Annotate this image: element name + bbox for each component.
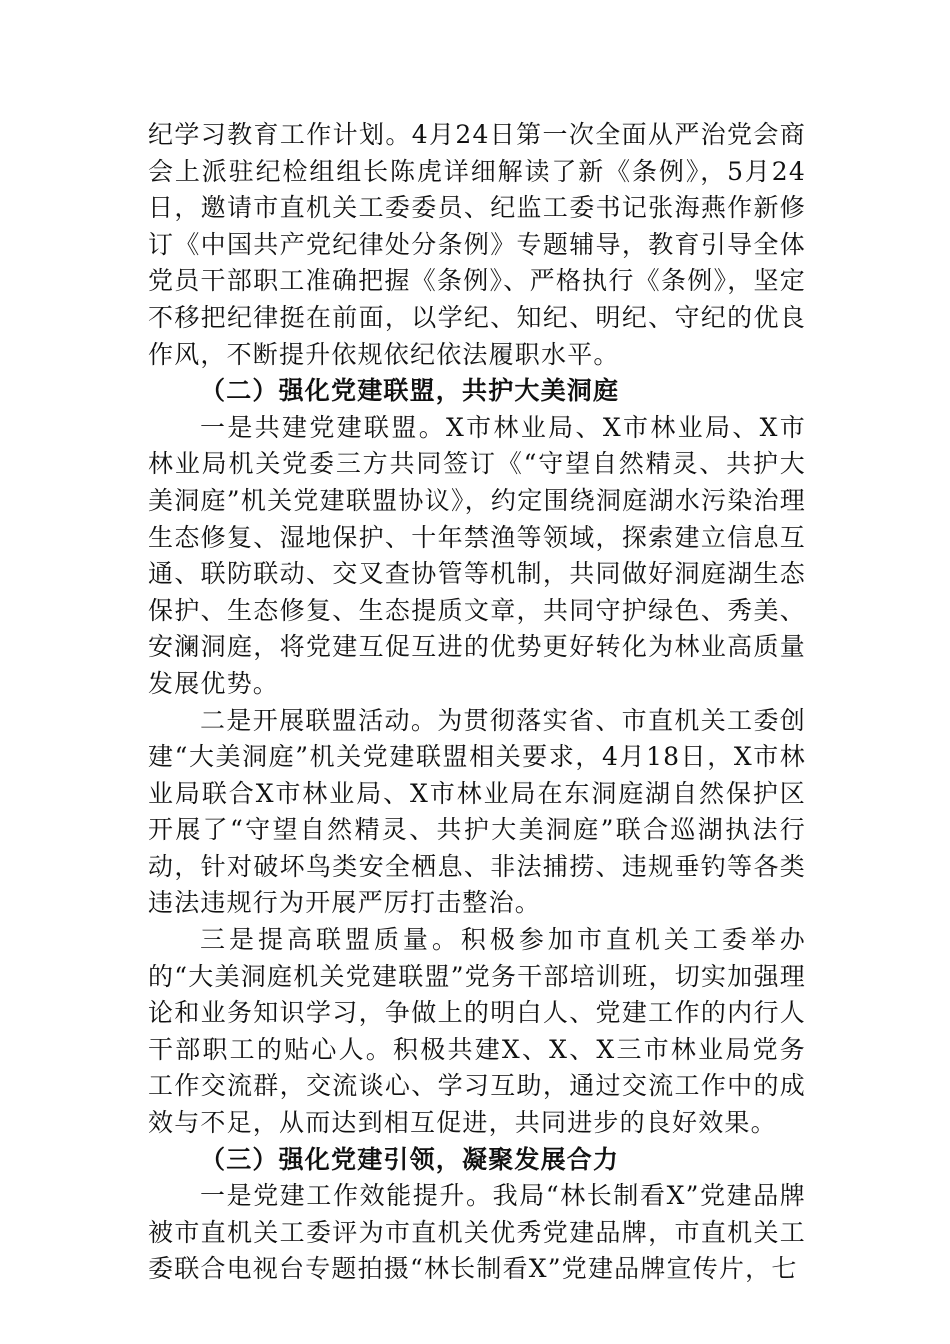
document-body bbox=[148, 117, 806, 1288]
paragraph-party-effectiveness: 一是党建工作效能提升。我局“林长制看X”党建品牌被市直机关工委评为市直机关优秀党建品牌，市直机关工委联合电视台专题拍摄“林长制看X”党建品牌宣传片，七 bbox=[148, 1181, 806, 1284]
paragraph-alliance-activities: 二是开展联盟活动。为贯彻落实省、市直机关工委创建“大美洞庭”机关党建联盟相关要求，4月18日，X市林业局联合X市林业局、X市林业局在东洞庭湖自然保护区开展了“守望自然精灵、共护大美洞庭”联合巡湖执法行动，针对破坏鸟类安全栖息、非法捕捞、违规垂钓等各类违法违规行为开展严厉打击整治。 bbox=[148, 705, 806, 918]
paragraph-discipline-study: 纪学习教育工作计划。4月24日第一次全面从严治党会商会上派驻纪检组组长陈虎详细解读了新《条例》，5月24日，邀请市直机关工委委员、纪监工委书记张海燕作新修订《中国共产党纪律处分条例》专题辅导，教育引导全体党员干部职工准确把握《条例》、严格执行《条例》，坚定不移把纪律挺在前面，以学纪、知纪、明纪、守纪的优良作风，不断提升依规依纪依法履职水平。 bbox=[148, 120, 806, 369]
paragraph-build-alliance: 一是共建党建联盟。X市林业局、X市林业局、X市林业局机关党委三方共同签订《“守望自然精灵、共护大美洞庭”机关党建联盟协议》，约定围绕洞庭湖水污染治理生态修复、湿地保护、十年禁渔等领域，探索建立信息互通、联防联动、交叉查协管等机制，共同做好洞庭湖生态保护、生态修复、生态提质文章，共同守护绿色、秀美、安澜洞庭，将党建互促互进的优势更好转化为林业高质量发展优势。 bbox=[148, 412, 806, 698]
paragraph-alliance-quality: 三是提高联盟质量。积极参加市直机关工委举办的“大美洞庭机关党建联盟”党务干部培训班，切实加强理论和业务知识学习，争做上的明白人、党建工作的内行人干部职工的贴心人。积极共建X、X、X三市林业局党务工作交流群，交流谈心、学习互助，通过交流工作中的成效与不足，从而达到相互促进，共同进步的良好效果。 bbox=[148, 925, 806, 1138]
section-heading-party-alliance: （二）强化党建联盟，共护大美洞庭 bbox=[200, 376, 620, 406]
section-heading-party-leadership: （三）强化党建引领，凝聚发展合力 bbox=[200, 1144, 620, 1174]
